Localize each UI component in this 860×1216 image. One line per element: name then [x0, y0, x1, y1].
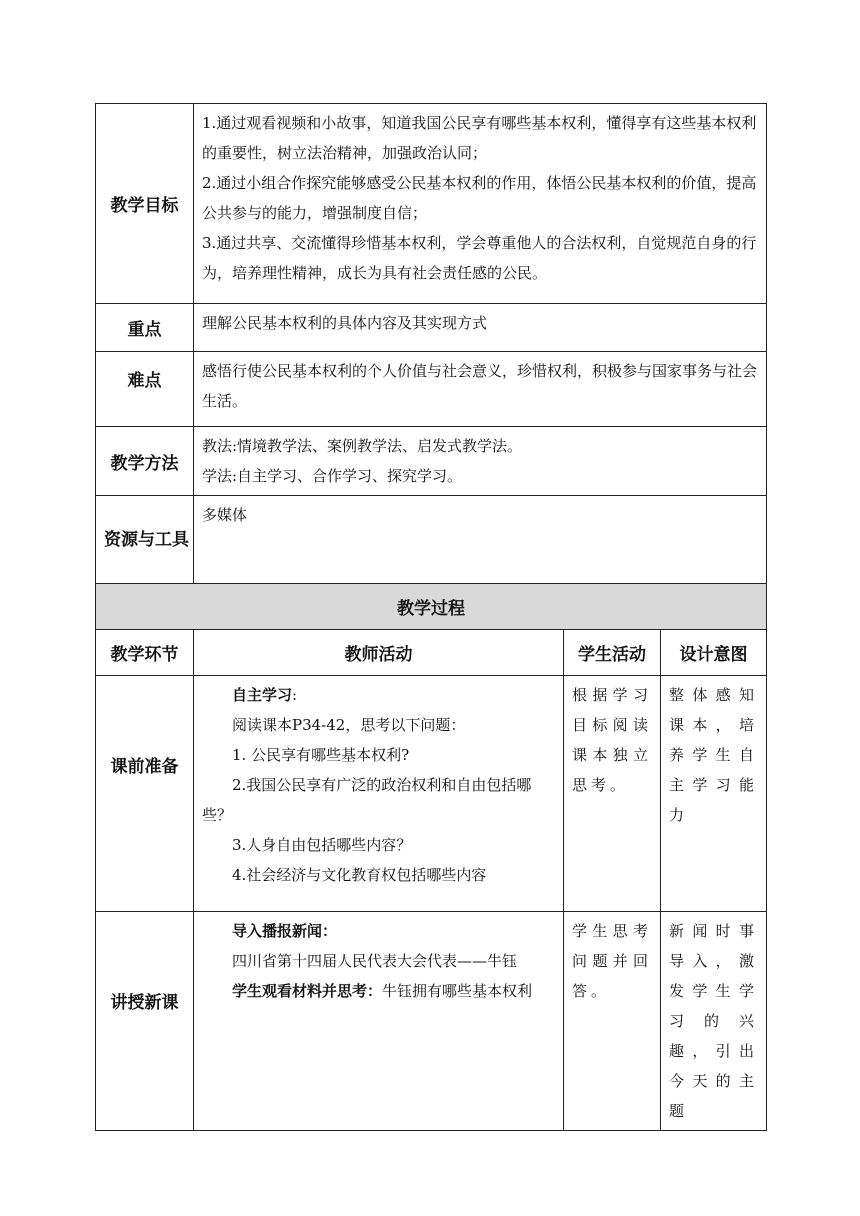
key-point-label: 重点: [96, 304, 194, 352]
student-activity: 学生思考问题并回答。: [564, 912, 661, 1131]
methods-content: [194, 427, 767, 496]
difficulty-label: 难点: [96, 352, 194, 427]
header-teacher: 教师活动: [194, 630, 564, 676]
objective-3: 3.通过共享、交流懂得珍惜基本权利，学会尊重他人的合法权利，自觉规范自身的行为，培养理性精神，成长为具有社会责任感的公民。: [202, 234, 757, 282]
design-intent: 整体感知课本，培养学生自主学习能力: [661, 676, 767, 912]
teacher-activity: [194, 676, 564, 912]
table-row: [96, 912, 767, 1131]
activity-heading: 导入播报新闻：: [232, 922, 338, 940]
process-header-row: [96, 630, 767, 676]
activity-line: 阅读课本P34-42，思考以下问题：: [232, 716, 466, 734]
objectives-row: [96, 104, 767, 304]
methods-label: 教学方法: [96, 427, 194, 496]
process-title: 教学过程: [96, 584, 767, 630]
header-intent: 设计意图: [661, 630, 767, 676]
objectives-label: 教学目标: [96, 104, 194, 304]
difficulty-text: 感悟行使公民基本权利的个人价值与社会意义，珍惜权利，积极参与国家事务与社会生活。: [194, 352, 767, 427]
objectives-content: [194, 104, 767, 304]
activity-heading: 自主学习: [232, 686, 293, 704]
design-intent: 新闻时事导入，激发学生学习的兴趣，引出今天的主题: [661, 912, 767, 1131]
student-activity: 根据学习目标阅读课本独立思考。: [564, 676, 661, 912]
objective-1: 1.通过观看视频和小故事，知道我国公民享有哪些基本权利，懂得享有这些基本权利的重要性，树立法治精神，加强政治认同；: [202, 114, 757, 162]
lesson-plan-table: [95, 103, 767, 1131]
table-row: [96, 676, 767, 912]
key-point-text: 理解公民基本权利的具体内容及其实现方式: [194, 304, 767, 352]
learning-methods: 学法:自主学习、合作学习、探究学习。: [202, 467, 463, 485]
process-title-row: [96, 584, 767, 630]
activity-line: 4.社会经济与文化教育权包括哪些内容: [232, 866, 487, 884]
difficulty-row: [96, 352, 767, 427]
teaching-methods: 教法:情境教学法、案例教学法、启发式教学法。: [202, 437, 523, 455]
stage-label: 课前准备: [96, 676, 194, 912]
activity-heading-colon: :: [292, 686, 298, 704]
header-stage: 教学环节: [96, 630, 194, 676]
activity-line: 3.人身自由包括哪些内容？: [232, 836, 412, 854]
stage-label: 讲授新课: [96, 912, 194, 1131]
news-text: 四川省第十四届人民代表大会代表——牛钰: [232, 952, 518, 970]
methods-row: [96, 427, 767, 496]
header-student: 学生活动: [564, 630, 661, 676]
objective-2: 2.通过小组合作探究能够感受公民基本权利的作用，体悟公民基本权利的价值，提高公共参与的能力，增强制度自信；: [202, 174, 757, 222]
teacher-activity: [194, 912, 564, 1131]
think-text: 牛钰拥有哪些基本权利: [382, 982, 533, 1000]
resources-row: [96, 496, 767, 584]
resources-text: 多媒体: [194, 496, 767, 584]
activity-line: 2.我国公民享有广泛的政治权利和自由包括哪些？: [202, 776, 532, 824]
think-label: 学生观看材料并思考：: [232, 982, 383, 1000]
lesson-plan: [95, 103, 766, 1131]
resources-label: 资源与工具: [96, 496, 194, 584]
key-point-row: [96, 304, 767, 352]
activity-line: 1. 公民享有哪些基本权利?: [232, 746, 410, 764]
